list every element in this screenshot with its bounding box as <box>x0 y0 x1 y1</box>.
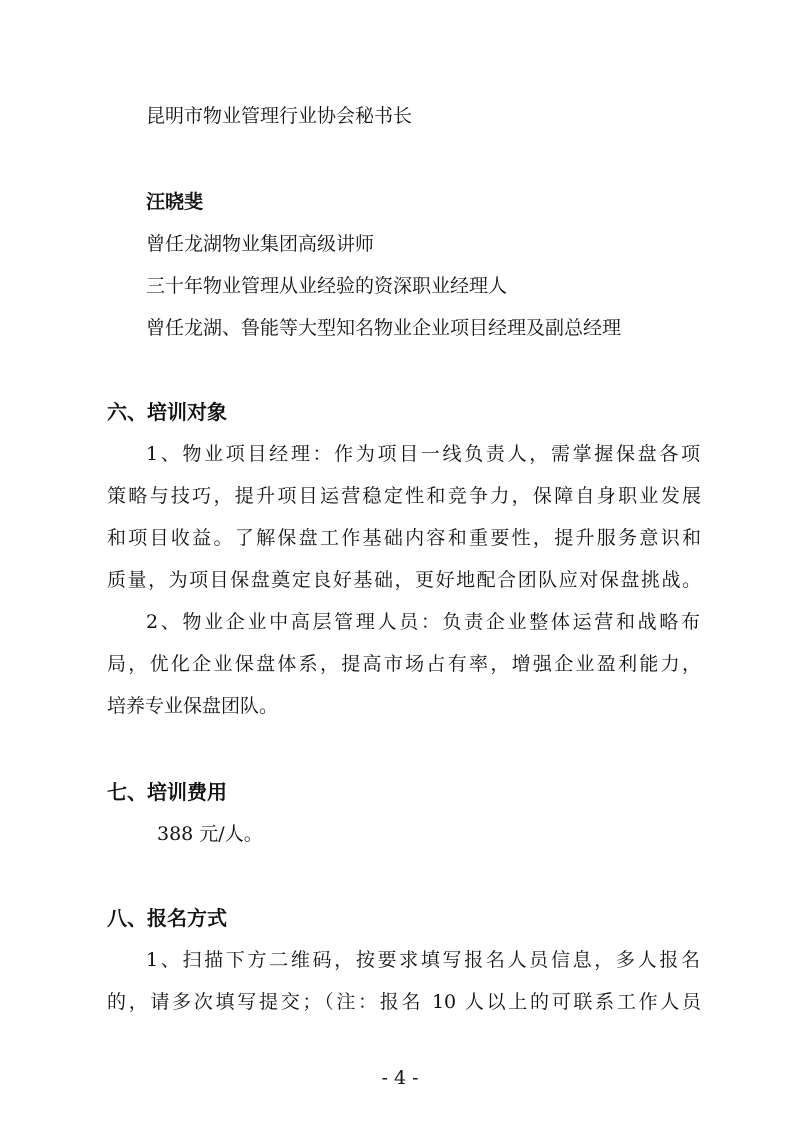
instructor-bio-line: 曾任龙湖物业集团高级讲师 <box>146 233 375 255</box>
paragraph-line: 培养专业保盘团队。 <box>107 695 279 717</box>
fee-amount: 388 元/人。 <box>157 823 263 845</box>
instructor-name: 汪晓斐 <box>146 191 204 213</box>
section-heading-registration: 八、报名方式 <box>107 906 227 930</box>
paragraph-line: 局，优化企业保盘体系，提高市场占有率，增强企业盈利能力， <box>107 653 701 675</box>
paragraph-line: 和项目收益。了解保盘工作基础内容和重要性，提升服务意识和 <box>107 527 701 549</box>
paragraph-line: 策略与技巧，提升项目运营稳定性和竞争力，保障自身职业发展 <box>107 485 701 507</box>
paragraph-line: 1、物业项目经理：作为项目一线负责人，需掌握保盘各项 <box>146 443 700 465</box>
instructor-prev-title: 昆明市物业管理行业协会秘书长 <box>146 105 413 127</box>
page-number: - 4 - <box>381 1067 419 1089</box>
section-heading-trainees: 六、培训对象 <box>107 400 227 424</box>
instructor-bio-line: 曾任龙湖、鲁能等大型知名物业企业项目经理及副总经理 <box>146 317 622 339</box>
paragraph-line: 1、扫描下方二维码，按要求填写报名人员信息，多人报名 <box>146 949 700 971</box>
paragraph-line: 2、物业企业中高层管理人员：负责企业整体运营和战略布 <box>146 611 700 633</box>
paragraph-line: 的，请多次填写提交；（注：报名 10 人以上的可联系工作人员 <box>107 991 701 1013</box>
instructor-bio-line: 三十年物业管理从业经验的资深职业经理人 <box>146 275 508 297</box>
paragraph-line: 质量，为项目保盘奠定良好基础，更好地配合团队应对保盘挑战。 <box>107 569 701 591</box>
section-heading-fee: 七、培训费用 <box>107 780 227 804</box>
